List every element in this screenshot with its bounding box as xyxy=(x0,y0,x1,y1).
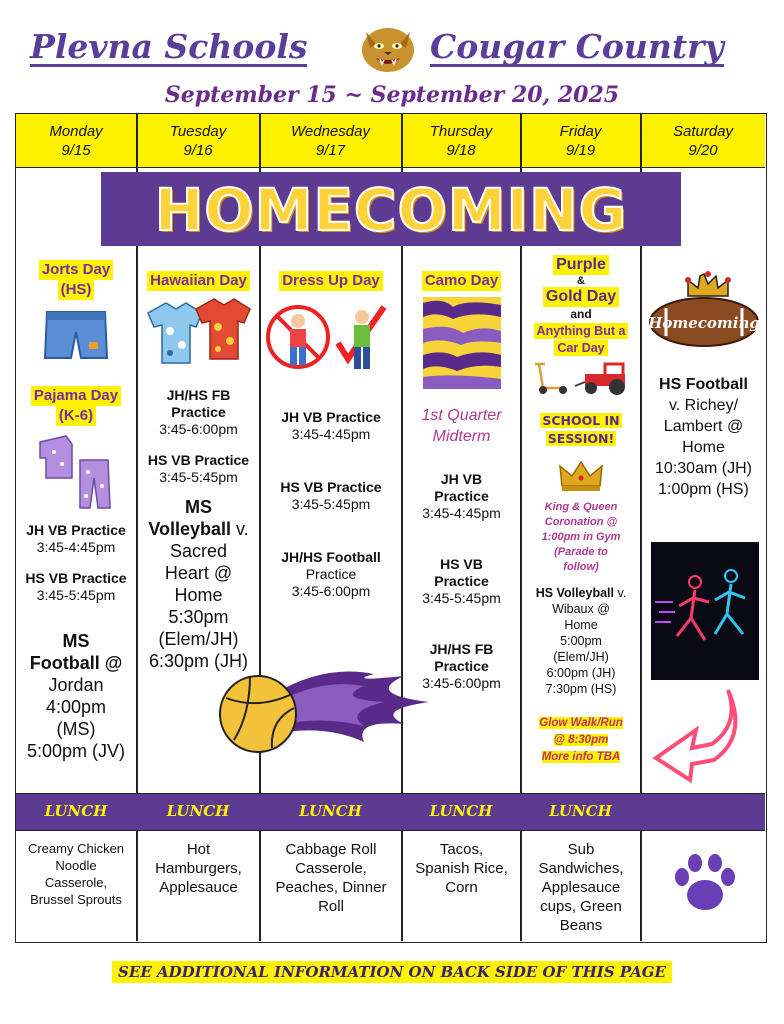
calendar-grid xyxy=(15,113,767,943)
day-name: Thursday xyxy=(429,123,493,140)
week-dates: September 15 ~ September 20, 2025 xyxy=(164,82,620,108)
day-date: 9/15 xyxy=(61,142,91,159)
day-header-friday xyxy=(521,114,640,168)
event-line: Heart @ xyxy=(164,563,233,583)
banner-title: HOMECOMING xyxy=(154,176,628,244)
crown-icon xyxy=(558,460,604,492)
menu-line: Spanish Rice, xyxy=(415,860,508,877)
event-line: 10:30am (JH) xyxy=(655,460,752,477)
day-header-tuesday xyxy=(137,114,259,168)
event-line: Home xyxy=(174,585,223,605)
scooter-tractor-icon xyxy=(529,360,633,396)
event-time: 3:45-5:45pm xyxy=(36,587,116,603)
school-name: Plevna Schools xyxy=(30,27,308,66)
event-title: HS VB Practice xyxy=(280,479,382,495)
footer-note xyxy=(0,963,784,982)
event-line: JH/HS FB xyxy=(429,641,494,657)
footer-text: SEE ADDITIONAL INFORMATION ON BACK SIDE OF THIS PAGE xyxy=(112,961,672,983)
event-line: 5:00pm (JV) xyxy=(26,741,126,761)
lunch-menu-friday xyxy=(523,840,639,935)
event-time: 3:45-5:45pm xyxy=(422,590,501,606)
and-label: and xyxy=(570,307,592,321)
lunch-label: LUNCH xyxy=(429,802,493,820)
midterm-label: 1st Quarter xyxy=(421,407,502,424)
dress-up-day-label: Dress Up Day xyxy=(279,271,383,291)
camo-pattern-icon xyxy=(423,297,501,389)
coronation-text: (Parade to xyxy=(554,546,608,558)
menu-line: Casserole, xyxy=(295,860,367,877)
day-header-monday xyxy=(16,114,136,168)
menu-line: Casserole, xyxy=(44,875,108,890)
event-title: HS VB Practice xyxy=(25,570,127,586)
pajama-day-sub: (K-6) xyxy=(56,406,96,426)
menu-line: Hot xyxy=(186,841,211,858)
event-time: 3:45-6:00pm xyxy=(159,421,238,437)
saturday-cell xyxy=(643,270,764,500)
homecoming-football-crown-icon xyxy=(648,270,760,350)
school-in-session-label: SCHOOL IN xyxy=(542,413,620,428)
flaming-volleyball-icon xyxy=(214,654,434,754)
menu-line: Applesauce xyxy=(159,879,238,896)
jorts-day-label: Jorts Day xyxy=(39,260,113,280)
jorts-day-sub: (HS) xyxy=(58,280,95,300)
neon-arrow-icon xyxy=(632,684,742,784)
lunch-label: LUNCH xyxy=(299,802,362,820)
day-date: 9/19 xyxy=(565,142,596,159)
menu-line: Cabbage Roll xyxy=(285,841,377,858)
coronation-text: Coronation @ xyxy=(544,516,618,528)
event-title: HS Football xyxy=(659,376,748,393)
day-header-saturday xyxy=(641,114,765,168)
lunch-label: LUNCH xyxy=(166,802,230,820)
event-line: 7:30pm (HS) xyxy=(545,682,617,696)
menu-line: Creamy Chicken xyxy=(27,841,125,856)
menu-line: Beans xyxy=(559,917,603,934)
day-header-wednesday xyxy=(260,114,401,168)
menu-line: Noodle xyxy=(55,858,97,873)
event-line: 6:00pm (JH) xyxy=(546,666,616,680)
event-line: Practice xyxy=(434,658,489,674)
menu-line: Sandwiches, xyxy=(538,860,624,877)
monday-cell xyxy=(18,260,134,762)
day-name: Wednesday xyxy=(291,123,370,140)
day-date: 9/17 xyxy=(315,142,346,159)
day-name: Monday xyxy=(49,123,103,140)
purple-gold-label: Purple xyxy=(553,255,609,275)
glow-walk-text: Glow Walk/Run xyxy=(539,717,623,729)
dress-up-kids-icon xyxy=(266,299,396,375)
day-date: 9/18 xyxy=(446,142,476,159)
lunch-menu-monday xyxy=(18,840,134,908)
lunch-menu-thursday xyxy=(404,840,519,897)
hawaiian-shirts-icon xyxy=(144,297,254,367)
event-line: (MS) xyxy=(56,719,96,739)
event-line: Practice xyxy=(305,566,357,582)
event-line: v. xyxy=(613,586,627,600)
glow-walk-text: @ 8:30pm xyxy=(553,734,609,746)
event-line: 5:30pm xyxy=(168,607,229,627)
event-title: HS VB Practice xyxy=(147,452,250,468)
event-line: Practice xyxy=(434,573,489,589)
event-time: 3:45-4:45pm xyxy=(291,426,371,442)
menu-line: Hamburgers, xyxy=(155,860,242,877)
purple-gold-label: Gold Day xyxy=(543,287,619,307)
day-name: Friday xyxy=(559,123,602,140)
football-caption: Homecoming xyxy=(647,314,760,332)
event-line: Home xyxy=(564,618,598,632)
event-time: 3:45-4:45pm xyxy=(422,505,501,521)
lunch-header-bar xyxy=(16,793,765,831)
paw-print-icon xyxy=(670,849,740,919)
day-name: Saturday xyxy=(672,123,734,140)
event-time: 3:45-4:45pm xyxy=(36,539,116,555)
day-date: 9/16 xyxy=(183,142,213,159)
homecoming-banner xyxy=(101,172,681,246)
event-title: HS Volleyball xyxy=(535,586,614,600)
menu-line: Sub xyxy=(567,841,595,858)
event-line: Wibaux @ xyxy=(552,602,610,616)
menu-line: Applesauce xyxy=(541,879,621,896)
camo-day-label: Camo Day xyxy=(422,271,501,291)
menu-line: Brussel Sprouts xyxy=(30,892,122,907)
coronation-text: King & Queen xyxy=(544,501,618,513)
midterm-label: Midterm xyxy=(432,428,491,445)
hawaiian-day-label: Hawaiian Day xyxy=(147,271,250,291)
menu-line: Roll xyxy=(318,898,344,915)
event-line: 6:30pm (JH) xyxy=(148,651,249,671)
event-title: JH VB Practice xyxy=(281,409,381,425)
event-line: v. Richey/ xyxy=(668,397,739,414)
coronation-text: follow) xyxy=(563,561,599,573)
anything-but-car-label: Car Day xyxy=(554,340,607,356)
event-time: 3:45-5:45pm xyxy=(159,469,238,485)
event-title: JH/HS Football xyxy=(281,549,381,565)
lunch-label: LUNCH xyxy=(44,802,108,820)
glow-walk-text: More info TBA xyxy=(541,751,621,763)
day-date: 9/20 xyxy=(688,142,718,159)
event-line: MS xyxy=(185,497,212,517)
event-time: 3:45-5:45pm xyxy=(291,496,371,512)
event-line: Lambert @ xyxy=(663,418,744,435)
lunch-menu-tuesday xyxy=(139,840,258,897)
event-line: Practice xyxy=(434,488,489,504)
ampersand: & xyxy=(577,275,585,287)
thursday-cell xyxy=(404,271,519,692)
event-line: Home xyxy=(682,439,725,456)
menu-line: cups, Green xyxy=(540,898,622,915)
anything-but-car-label: Anything But a xyxy=(534,323,629,339)
event-line: JH VB xyxy=(440,471,483,487)
tuesday-cell xyxy=(139,271,258,672)
event-line: (Elem/JH) xyxy=(158,629,239,649)
event-line: Jordan xyxy=(48,675,104,695)
event-line: 5:00pm xyxy=(560,634,602,648)
event-time: 3:45-6:00pm xyxy=(422,675,501,691)
event-line: JH/HS FB xyxy=(166,387,231,403)
event-time: 3:45-6:00pm xyxy=(291,583,371,599)
menu-line: Corn xyxy=(445,879,478,896)
event-line: Practice xyxy=(171,404,226,420)
title-bar xyxy=(0,22,784,78)
jorts-shorts-icon xyxy=(41,308,111,364)
event-line: 4:00pm xyxy=(45,697,107,717)
event-title: JH VB Practice xyxy=(26,522,126,538)
motto: Cougar Country xyxy=(430,27,724,66)
pajama-day-label: Pajama Day xyxy=(31,386,121,406)
school-in-session-label: SESSION! xyxy=(547,431,615,446)
event-line: 1:00pm (HS) xyxy=(658,481,749,498)
coronation-text: 1:00pm in Gym xyxy=(541,531,621,543)
event-line: MS xyxy=(62,631,90,651)
lunch-menu-wednesday xyxy=(262,840,400,916)
event-line: HS VB xyxy=(440,556,483,572)
event-line: (Elem/JH) xyxy=(553,650,609,664)
cougar-mascot-icon xyxy=(356,22,420,76)
neon-runners-icon xyxy=(651,542,759,680)
menu-line: Peaches, Dinner xyxy=(275,879,387,896)
event-line: Football @ xyxy=(29,653,123,673)
pajamas-icon xyxy=(36,432,116,512)
event-line: Volleyball xyxy=(148,519,232,539)
event-line: Sacred xyxy=(169,541,228,561)
friday-cell xyxy=(523,255,639,764)
lunch-label: LUNCH xyxy=(549,802,612,820)
event-line: v. xyxy=(231,519,249,539)
menu-line: Tacos, xyxy=(439,841,484,858)
day-name: Tuesday xyxy=(169,123,227,140)
day-header-thursday xyxy=(402,114,520,168)
wednesday-cell xyxy=(262,271,400,600)
